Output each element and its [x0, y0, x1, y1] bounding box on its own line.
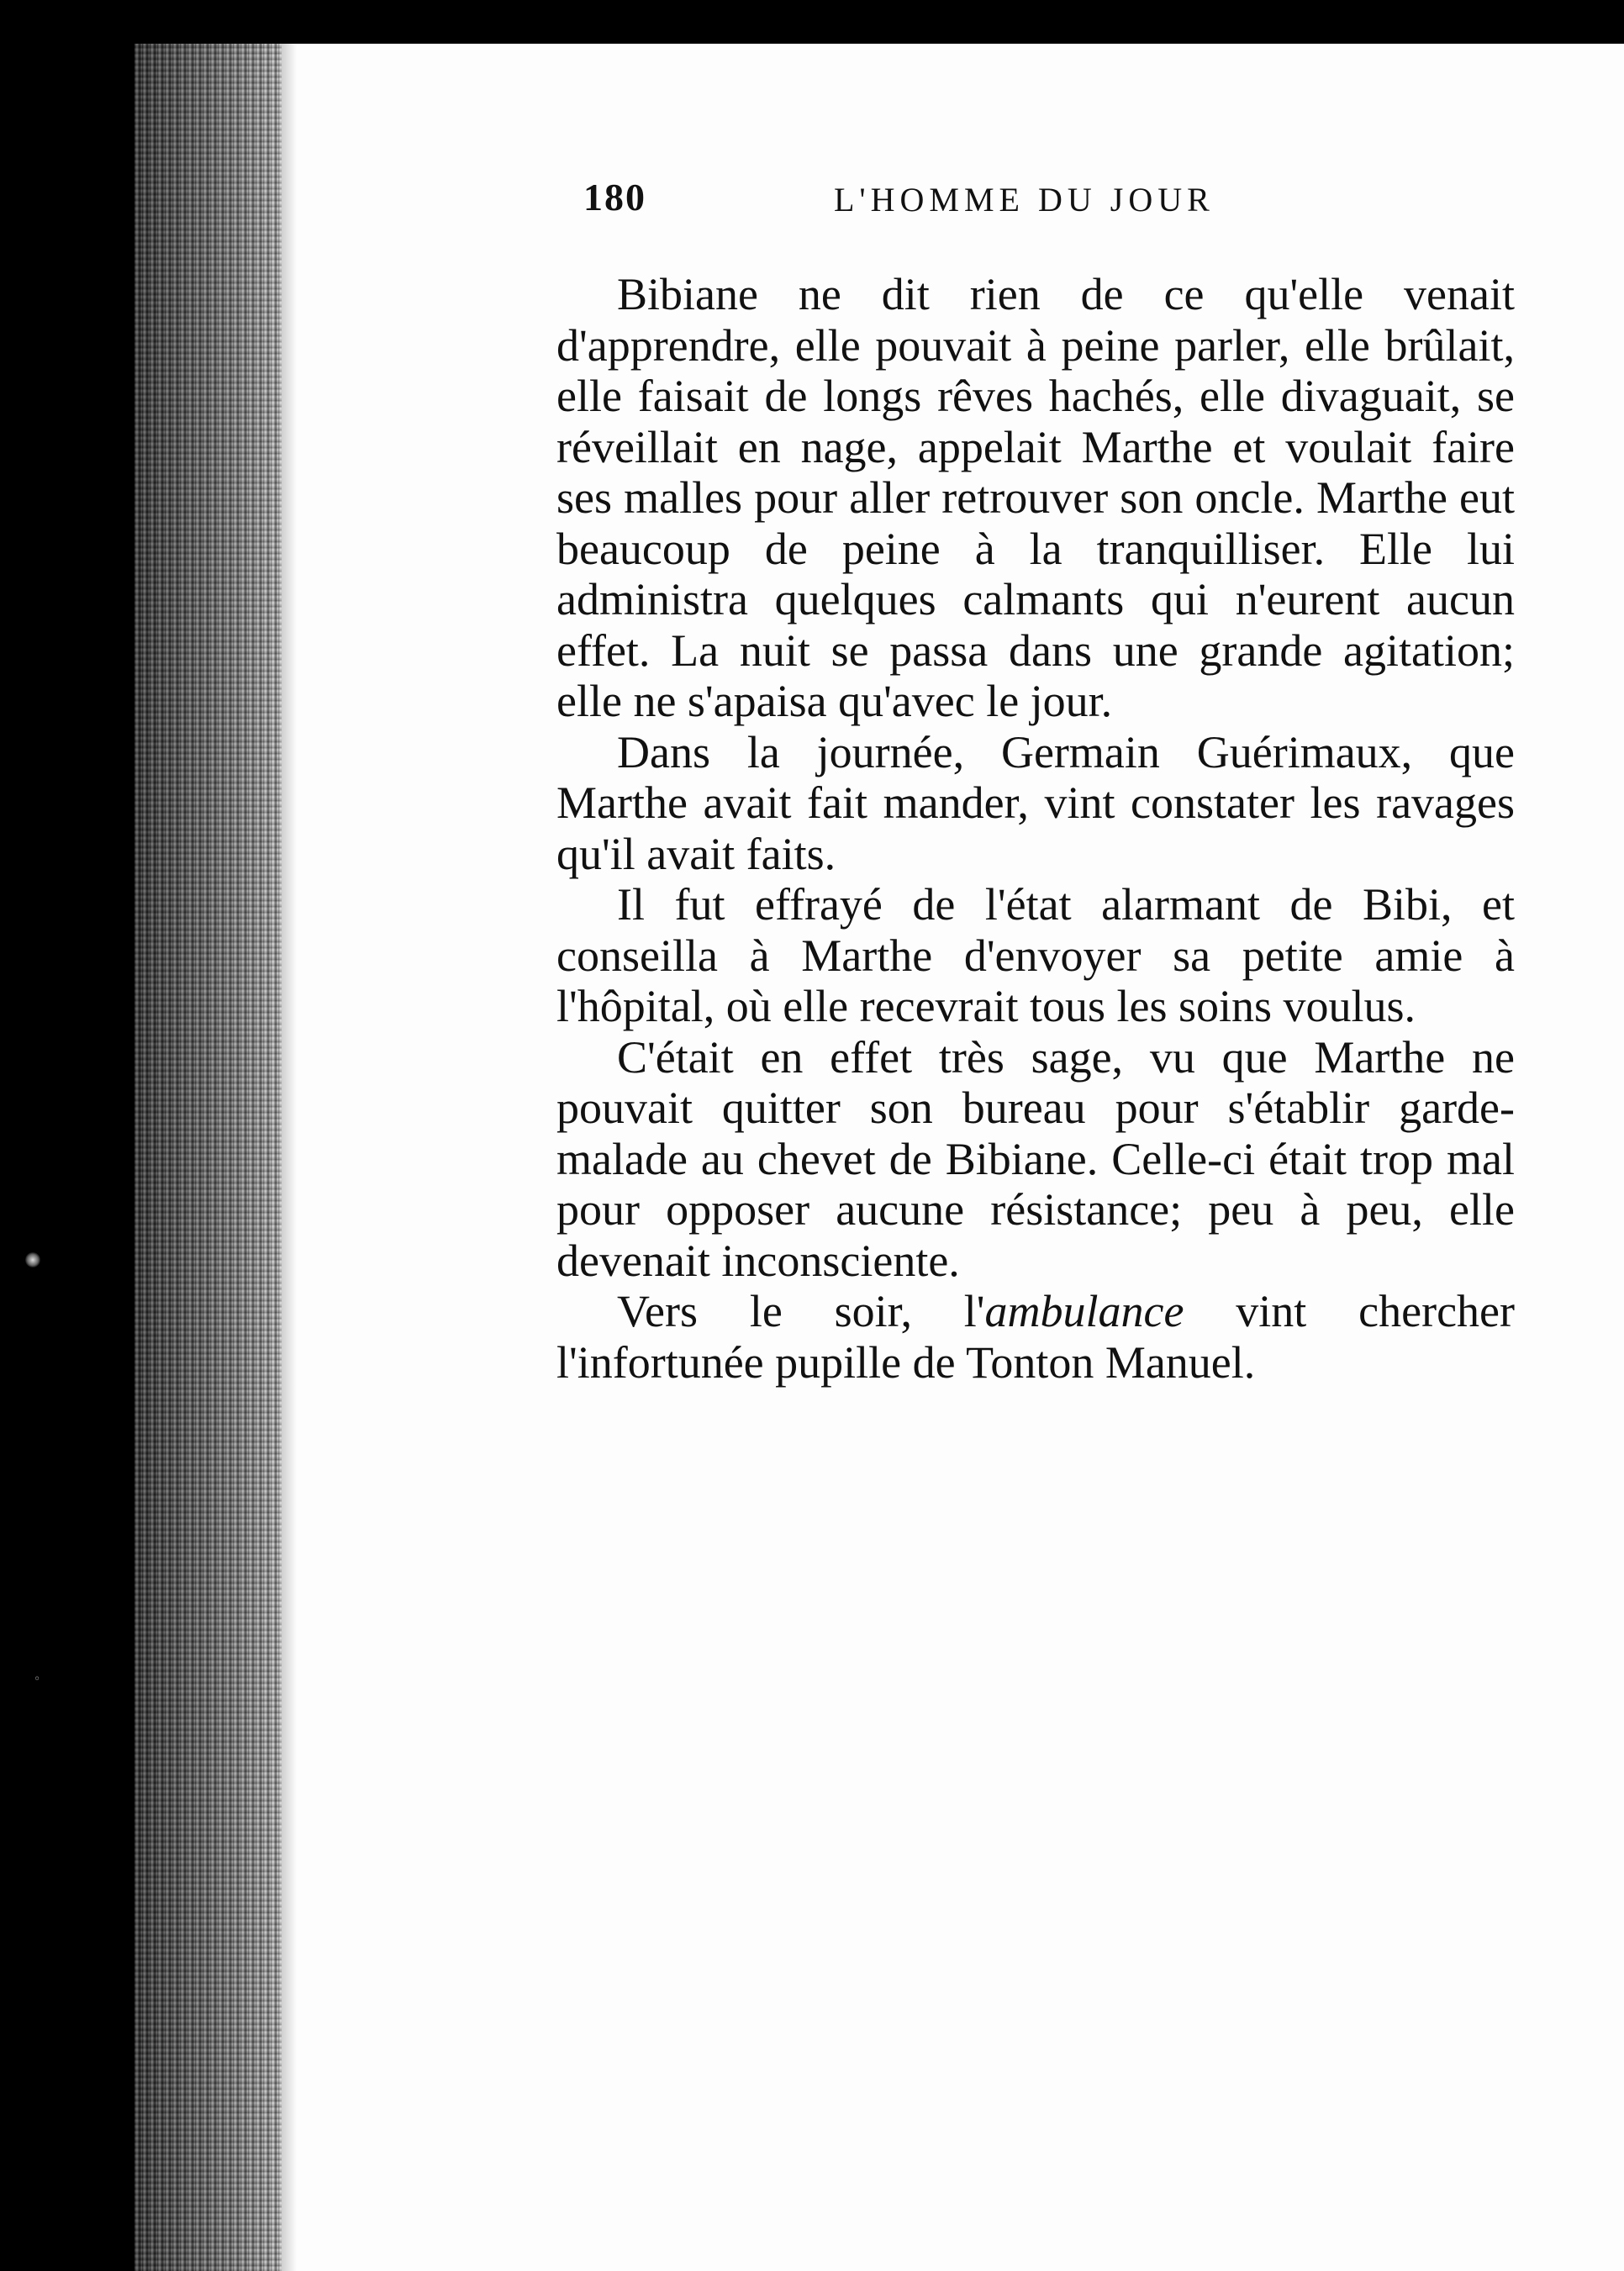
paragraph-text: vint chercher l'infortunée pupille de Tonton Manuel.: [556, 1286, 1515, 1388]
paragraph-text: Vers le soir, l': [617, 1286, 985, 1336]
page-binding-gutter: [134, 44, 282, 2271]
page-header: [556, 168, 1515, 235]
scan-speck: [25, 1252, 40, 1267]
paragraph: [556, 1286, 1515, 1388]
paragraph: Dans la journée, Germain Guérimaux, que Marthe avait fait mander, vint constater les ravages qu'il avait faits.: [556, 726, 1515, 879]
page-number: 180: [583, 176, 646, 219]
scan-mark: ◦: [34, 1673, 41, 1686]
italic-word: ambulance: [984, 1286, 1184, 1336]
paragraph: Bibiane ne dit rien de ce qu'elle venait d'apprendre, elle pouvait à peine parler, elle brûlait, elle faisait de longs rêves hachés, elle divaguait, se réveillait en nage, appelait Marthe et voulait faire ses malles pour aller retrouver son oncle. Marthe eut beaucoup de peine à la tranquilliser. Elle lui administra quelques calmants qui n'eurent aucun effet. La nuit se passa dans une grande agitation; elle ne s'apaisa qu'avec le jour.: [556, 269, 1515, 726]
body-text: [556, 269, 1515, 1388]
paragraph: Il fut effrayé de l'état alarmant de Bibi, et conseilla à Marthe d'envoyer sa petite amie à l'hôpital, où elle recevrait tous les soins voulus.: [556, 879, 1515, 1031]
paragraph: C'était en effet très sage, vu que Marthe ne pouvait quitter son bureau pour s'établir garde-malade au chevet de Bibiane. Celle-ci était trop mal pour opposer aucune résistance; peu à peu, elle devenait inconsciente.: [556, 1031, 1515, 1286]
running-head: L'HOMME DU JOUR: [834, 181, 1215, 219]
gutter-edge: [282, 44, 297, 2271]
page-text-block: [556, 168, 1515, 1388]
